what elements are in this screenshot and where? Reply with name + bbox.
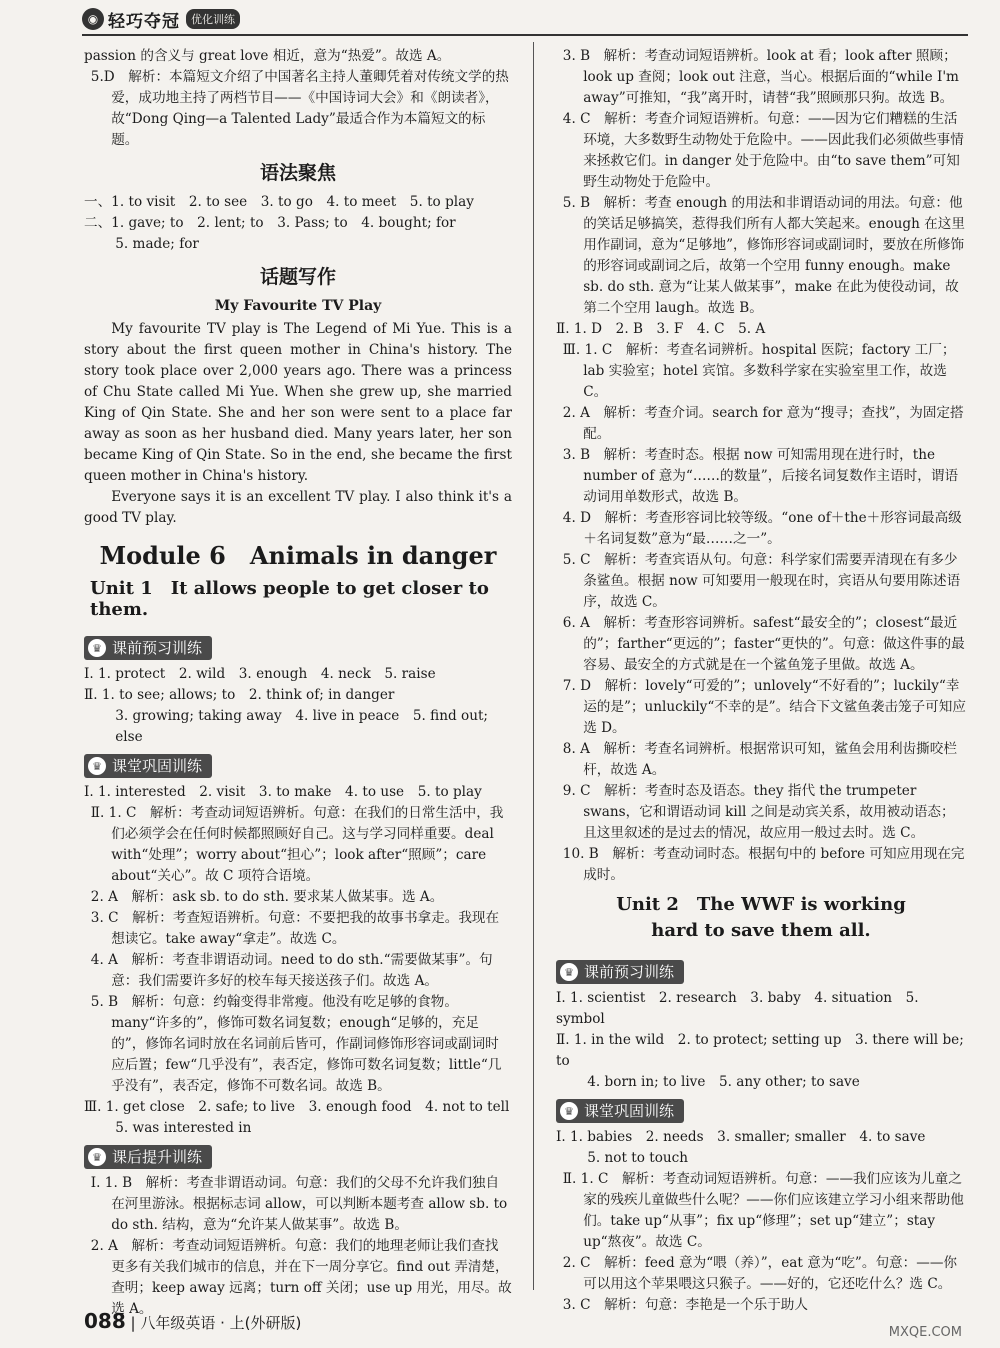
section-tag-class: [556, 1099, 684, 1123]
left-column: [84, 46, 512, 1320]
answer-text: 4. C 解析：考查介词短语辨析。句意：——因为它们糟糕的生活环境，大多数野生动物处于危险中。——因此我们必须做些事情来拯救它们。in danger 处于危险中。由“to save them”可知野生动物处于危险中。: [562, 111, 964, 190]
answer-text: Ⅱ. 1. C 解析：考查动词短语辨析。句意：在我们的日常生活中，我们必须学会在任何时候都照顾好自己。这与学习同样重要。deal with“处理”；worry about“担心”；look after“照顾”；care about“关心”。故 C 项符合语境。: [90, 805, 504, 884]
essay-paragraph: My favourite TV play is The Legend of Mi Yue. This is a story about the first queen mother in China's history. The story took place over 2,000 years ago. There was a princess of Chu State called Mi Yue. When she grew up, she married King of Qin State. She and her son were sent to a place far away as soon as her husband died. Many years later, her son became King of Qin State. So in the end, she became the first queen mother in China's history.: [84, 321, 512, 484]
answer-text: 10. B 解析：考查动词时态。根据句中的 before 可知应用现在完成时。: [562, 846, 965, 883]
answer-line: Ⅱ. 1. in the wild 2. to protect; setting up 3. there will be; to: [556, 1032, 964, 1069]
brand-sub: 优化训练: [186, 9, 240, 29]
tag-label: 课前预习训练: [112, 638, 203, 657]
unit-title-line: Unit 2 The WWF is working: [616, 894, 906, 915]
right-column: [556, 46, 966, 1316]
unit-title: [556, 892, 966, 944]
page-footer: [84, 1309, 301, 1333]
answer-text: 2. A 解析：考查介词。search for 意为“搜寻；查找”，为固定搭配。: [562, 405, 964, 442]
unit-title: Unit 1 It allows people to get closer to them.: [90, 578, 489, 620]
answer-line: 5. was interested in: [115, 1120, 252, 1136]
book-title: 八年级英语 · 上(外研版): [140, 1314, 302, 1332]
section-tag-class: [84, 754, 212, 778]
answer-text: 3. C 解析：句意：李艳是一个乐于助人: [562, 1297, 808, 1313]
crown-icon: ♛: [560, 963, 578, 981]
answer-text: 3. C 解析：考查短语辨析。句意：不要把我的故事书拿走。我现在想读它。take away“拿走”。故选 C。: [90, 910, 500, 947]
answer-line: Ⅰ. 1. babies 2. needs 3. smaller; smaller 4. to save: [556, 1129, 926, 1145]
brand-logo: [82, 8, 240, 30]
answer-text: 2. A 解析：考查动词短语辨析。句意：我们的地理老师让我们查找更多有关我们城市的信息，并在下一周分享它。find out 弄清楚，查明；keep away 远离；turn off 关闭；use up 用光，用尽。故选 A。: [90, 1238, 512, 1317]
answer-text: Ⅰ. 1. B 解析：考查非谓语动词。句意：我们的父母不允许我们独自在河里游泳。根据标志词 allow，可以判断本题考查 allow sb. to do sth. 结构，意为“允许某人做某事”。故选 B。: [90, 1175, 508, 1233]
answer-line: Ⅰ. 1. scientist 2. research 3. baby 4. situation 5. symbol: [556, 990, 919, 1027]
answer-text: passion 的含义与 great love 相近，意为“热爱”。故选 A。: [84, 48, 451, 64]
answer-text: 5.D 解析：本篇短文介绍了中国著名主持人董卿凭着对传统文学的热爱，成功地主持了两档节目——《中国诗词大会》和《朗读者》，故“Dong Qing—a Talented Lady”最适合作为本篇短文的标题。: [90, 69, 509, 148]
answer-line: 一、1. to visit 2. to see 3. to go 4. to meet 5. to play: [84, 194, 474, 210]
tag-label: 课后提升训练: [112, 1147, 203, 1166]
answer-text: 5. B 解析：考查 enough 的用法和非谓语动词的用法。句意：他的笑话足够搞笑，惹得我们所有人都大笑起来。enough 在这里用作副词，意为“足够地”，修饰形容词或副词时，要放在所修饰的形容词或副词之后，故第一个空用 funny enough。make sb. do sth. 意为“让某人做某事”，make 在此为使役动词，故第二个空用 laugh。故选 B。: [562, 195, 965, 316]
column-divider: [533, 42, 534, 1290]
answer-text: 5. C 解析：考查宾语从句。句意：科学家们需要弄清现在有多少条鲨鱼。根据 now 可知要用一般现在时，宾语从句要用陈述语序，故选 C。: [562, 552, 961, 610]
answer-text: 6. A 解析：考查形容词辨析。safest“最安全的”；closest“最近的”；farther“更远的”；faster“更快的”。句意：做这件事的最容易、最安全的方式就是在一个鲨鱼笼子里做。故选 A。: [562, 615, 965, 673]
tag-label: 课堂巩固训练: [112, 756, 203, 775]
crown-icon: ♛: [560, 1102, 578, 1120]
answer-text: Ⅲ. 1. C 解析：考查名词辨析。hospital 医院；factory 工厂；lab 实验室；hotel 宾馆。多数科学家在实验室里工作，故选 C。: [562, 342, 956, 400]
tag-label: 课前预习训练: [584, 962, 675, 981]
answer-line: Ⅲ. 1. get close 2. safe; to live 3. enough food 4. not to tell: [84, 1099, 510, 1115]
answer-line: 5. not to touch: [587, 1150, 689, 1166]
module-title: Module 6 Animals in danger: [99, 541, 497, 570]
answer-text: 9. C 解析：考查时态及语态。they 指代 the trumpeter swans，它和谓语动词 kill 之间是动宾关系，故用被动语态；且这里叙述的是过去的情况，故应用一般过去时。选 C。: [562, 783, 955, 841]
header-rule: [82, 34, 968, 36]
answer-text: 2. C 解析：feed 意为“喂（养）”，eat 意为“吃”。句意：——你可以用这个苹果喂这只猴子。——好的，它还吃什么？选 C。: [562, 1255, 958, 1292]
crown-icon: ♛: [88, 1148, 106, 1166]
page-number: 088: [84, 1309, 126, 1333]
section-tag-preview: [84, 636, 212, 660]
answer-text: 4. A 解析：考查非谓语动词。need to do sth.“需要做某事”。句意：我们需要许多好的校车每天接送孩子们。故选 A。: [90, 952, 493, 989]
crown-icon: ♛: [88, 757, 106, 775]
answer-text: Ⅱ. 1. C 解析：考查动词短语辨析。句意：——我们应该为儿童之家的残疾儿童做些什么呢？——你们应该建立学习小组来帮助他们。take up“从事”；fix up“修理”；set up“建立”；stay up“熬夜”。故选 C。: [562, 1171, 964, 1250]
watermark-text: MXQE.COM: [888, 1325, 962, 1340]
brand-name: 轻巧夺冠: [108, 11, 180, 32]
answer-line: Ⅰ. 1. protect 2. wild 3. enough 4. neck 5. raise: [84, 666, 436, 682]
unit-title-line: hard to save them all.: [651, 920, 871, 941]
crown-icon: ♛: [88, 639, 106, 657]
answer-text: 3. B 解析：考查动词短语辨析。look at 看；look after 照顾；look up 查阅；look out 注意，当心。根据后面的“while I'm away”可推知，“我”离开时，请替“我”照顾那只狗。故选 B。: [562, 48, 959, 106]
answer-text: 2. A 解析：ask sb. to do sth. 要求某人做某事。选 A。: [90, 889, 444, 905]
answer-text: 8. A 解析：考查名词辨析。根据常识可知，鲨鱼会用利齿撕咬栏杆，故选 A。: [562, 741, 957, 778]
owl-icon: ◉: [82, 8, 104, 30]
answer-text: 7. D 解析：lovely“可爱的”；unlovely“不好看的”；luckily“幸运的是”；unluckily“不幸的是”。结合下文鲨鱼袭击笼子可知应选 D。: [562, 678, 966, 736]
footer-sep: |: [130, 1314, 136, 1332]
page-header: [0, 0, 1000, 36]
section-heading-writing: 话题写作: [259, 266, 336, 288]
answer-line: 5. made; for: [115, 236, 199, 252]
answer-line: 4. born in; to live 5. any other; to save: [587, 1074, 860, 1090]
essay-title: My Favourite TV Play: [214, 298, 382, 314]
answer-line: Ⅱ. 1. D 2. B 3. F 4. C 5. A: [556, 321, 766, 337]
answer-line: Ⅰ. 1. interested 2. visit 3. to make 4. to use 5. to play: [84, 784, 482, 800]
answer-text: 3. B 解析：考查时态。根据 now 可知需用现在进行时，the number of 意为“……的数量”，后接名词复数作主语时，谓语动词用单数形式，故选 B。: [562, 447, 959, 505]
section-tag-after: [84, 1145, 212, 1169]
answer-line: 3. growing; taking away 4. live in peace 5. find out; else: [115, 708, 489, 745]
section-tag-preview: [556, 960, 684, 984]
answer-text: 5. B 解析：句意：约翰变得非常瘦。他没有吃足够的食物。many“许多的”，修饰可数名词复数；enough“足够的，充足的”，修饰名词时放在名词前后皆可，作副词修饰形容词或副词时应后置；few“几乎没有”，表否定，修饰可数名词复数；little“几乎没有”，表否定，修饰不可数名词。故选 B。: [90, 994, 502, 1094]
answer-text: 4. D 解析：考查形容词比较等级。“one of＋the＋形容词最高级＋名词复数”意为“最……之一”。: [562, 510, 962, 547]
answer-line: 二、1. gave; to 2. lent; to 3. Pass; to 4. bought; for: [84, 215, 456, 231]
essay-paragraph: Everyone says it is an excellent TV play. I also think it's a good TV play.: [84, 489, 512, 526]
section-heading-grammar: 语法聚焦: [259, 162, 336, 184]
answer-line: Ⅱ. 1. to see; allows; to 2. think of; in danger: [84, 687, 395, 703]
tag-label: 课堂巩固训练: [584, 1101, 675, 1120]
